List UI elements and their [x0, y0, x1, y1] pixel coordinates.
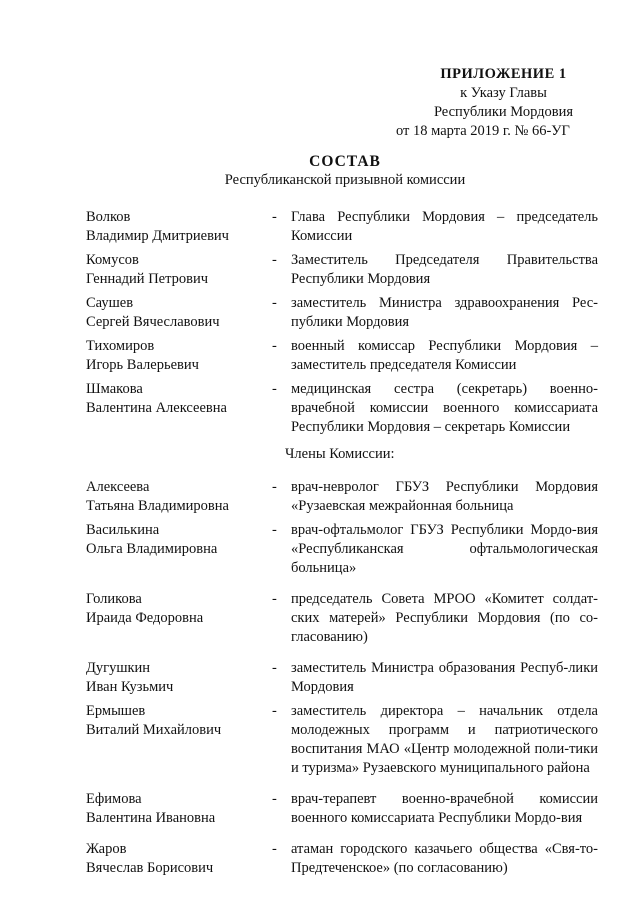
member-name — [86, 337, 271, 375]
member-given-name: Игорь Валерьевич — [86, 357, 199, 373]
member-given-name: Татьяна Владимировна — [86, 498, 229, 514]
member-given-name: Иван Кузьмич — [86, 679, 174, 695]
dash-separator: - — [272, 791, 277, 807]
member-name — [86, 380, 271, 418]
member-role: заместитель директора – начальник отдела молодежных программ и патриотического воспитания МАО «Центр молодежной поли-тики и туризма» Рузаевского муниципального района — [291, 703, 598, 776]
member-surname: Ефимова — [86, 791, 142, 807]
member-given-name: Валентина Алексеевна — [86, 400, 227, 416]
list-item — [86, 521, 598, 578]
member-given-name: Владимир Дмитриевич — [86, 228, 229, 244]
appendix-block — [396, 65, 611, 141]
member-name — [86, 478, 271, 516]
dash-separator: - — [272, 479, 277, 495]
list-item — [86, 294, 598, 332]
appendix-title: ПРИЛОЖЕНИЕ 1 — [440, 66, 567, 82]
appendix-republic-line: Республики Мордовия — [433, 104, 574, 120]
member-name — [86, 790, 271, 828]
dash-separator: - — [272, 209, 277, 225]
list-item — [86, 702, 598, 778]
member-given-name: Ольга Владимировна — [86, 541, 218, 557]
member-name — [86, 659, 271, 697]
member-surname: Дугушкин — [86, 660, 151, 676]
dash-separator: - — [272, 338, 277, 354]
dash-separator: - — [272, 522, 277, 538]
commission-list — [86, 208, 598, 878]
members-heading: Члены Комиссии: — [285, 446, 395, 462]
member-name — [86, 840, 271, 878]
dash-separator: - — [272, 703, 277, 719]
member-role: атаман городского казачьего общества «Свя-то-Предтеченское» (по согласованию) — [291, 841, 598, 876]
document-heading — [150, 152, 540, 190]
member-role: военный комиссар Республики Мордовия – заместитель председателя Комиссии — [291, 338, 598, 373]
member-surname: Алексеева — [86, 479, 150, 495]
member-surname: Тихомиров — [86, 338, 155, 354]
list-item — [86, 337, 598, 375]
member-surname: Волков — [86, 209, 131, 225]
member-role: Глава Республики Мордовия – председатель Комиссии — [291, 209, 598, 244]
list-item — [86, 659, 598, 697]
member-given-name: Геннадий Петрович — [86, 271, 209, 287]
member-surname: Шмакова — [86, 381, 143, 397]
dash-separator: - — [272, 841, 277, 857]
member-given-name: Валентина Ивановна — [86, 810, 216, 826]
member-role: врач-терапевт военно-врачебной комиссии военного комиссариата Республики Мордо-вия — [291, 791, 598, 826]
list-item — [86, 478, 598, 516]
member-role: врач-невролог ГБУЗ Республики Мордовия «Рузаевская межрайонная больница — [291, 479, 598, 514]
dash-separator: - — [272, 660, 277, 676]
member-surname: Комусов — [86, 252, 139, 268]
member-given-name: Ираида Федоровна — [86, 610, 204, 626]
list-item — [86, 380, 598, 437]
member-given-name: Виталий Михайлович — [86, 722, 222, 738]
list-item — [86, 208, 598, 246]
member-name — [86, 521, 271, 559]
document-subtitle: Республиканской призывной комиссии — [224, 172, 466, 188]
member-role: заместитель Министра образования Респуб-лики Мордовия — [291, 660, 598, 695]
dash-separator: - — [272, 252, 277, 268]
list-item — [86, 790, 598, 828]
list-item — [86, 840, 598, 878]
member-given-name: Вячеслав Борисович — [86, 860, 214, 876]
member-name — [86, 702, 271, 740]
list-item — [86, 590, 598, 647]
list-item — [86, 251, 598, 289]
member-role: врач-офтальмолог ГБУЗ Республики Мордо-вия «Республиканская офтальмологическая больница» — [291, 522, 598, 576]
member-role: заместитель Министра здравоохранения Рес-публики Мордовия — [291, 295, 598, 330]
member-surname: Саушев — [86, 295, 134, 311]
member-role: председатель Совета МРОО «Комитет солдат-ских матерей» Республики Мордовия (по со-гласованию) — [291, 591, 598, 645]
member-role: медицинская сестра (секретарь) военно-врачебной комиссии военного комиссариата Республики Мордовия – секретарь Комиссии — [291, 381, 598, 435]
member-name — [86, 294, 271, 332]
dash-separator: - — [272, 591, 277, 607]
member-surname: Василькина — [86, 522, 160, 538]
member-surname: Ермышев — [86, 703, 146, 719]
dash-separator: - — [272, 295, 277, 311]
member-name — [86, 208, 271, 246]
dash-separator: - — [272, 381, 277, 397]
document-title: СОСТАВ — [309, 153, 381, 170]
member-surname: Голикова — [86, 591, 142, 607]
member-name — [86, 590, 271, 628]
appendix-ref-line: к Указу Главы — [460, 85, 547, 101]
member-surname: Жаров — [86, 841, 127, 857]
member-name — [86, 251, 271, 289]
member-given-name: Сергей Вячеславович — [86, 314, 220, 330]
appendix-date-line: от 18 марта 2019 г. № 66-УГ — [396, 123, 570, 139]
member-role: Заместитель Председателя Правительства Республики Мордовия — [291, 252, 598, 287]
